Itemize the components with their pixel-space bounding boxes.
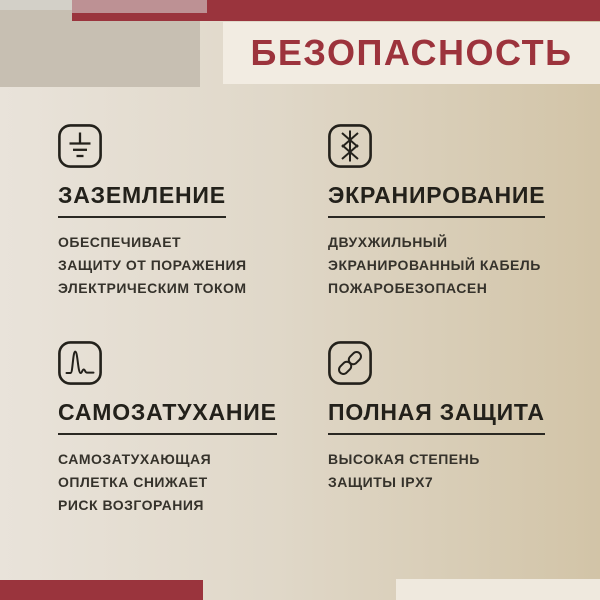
page-title: БЕЗОПАСНОСТЬ xyxy=(250,32,573,73)
deco-pink-rect xyxy=(72,0,207,13)
description-line: ВЫСОКАЯ СТЕПЕНЬ xyxy=(328,451,480,467)
section-title: ПОЛНАЯ ЗАЩИТА xyxy=(328,401,545,435)
section-shielding xyxy=(328,124,578,300)
deco-red-top-bar-tail xyxy=(72,13,207,21)
header-banner xyxy=(223,22,600,84)
deco-taupe-block xyxy=(0,10,200,87)
description-line: ЭЛЕКТРИЧЕСКИМ ТОКОМ xyxy=(58,280,247,296)
description-line: ЗАЩИТЫ IPX7 xyxy=(328,474,434,490)
deco-red-top-bar xyxy=(207,0,600,21)
description-line: ОБЕСПЕЧИВАЕТ xyxy=(58,234,182,250)
braided-shield-icon xyxy=(328,124,578,168)
section-description xyxy=(328,448,578,494)
section-title: ЗАЗЕМЛЕНИЕ xyxy=(58,184,226,218)
description-line: ОПЛЕТКА СНИЖАЕТ xyxy=(58,474,208,490)
deco-cream-bottom-rect xyxy=(396,579,600,600)
section-title: САМОЗАТУХАНИЕ xyxy=(58,401,277,435)
section-full-protection xyxy=(328,341,578,494)
ground-icon xyxy=(58,124,308,168)
description-line: ЭКРАНИРОВАННЫЙ КАБЕЛЬ xyxy=(328,257,541,273)
section-description xyxy=(58,448,308,517)
deco-red-bottom-rect xyxy=(0,580,203,600)
description-line: РИСК ВОЗГОРАНИЯ xyxy=(58,497,204,513)
section-self-extinguishing xyxy=(58,341,308,517)
section-title: ЭКРАНИРОВАНИЕ xyxy=(328,184,545,218)
description-line: ПОЖАРОБЕЗОПАСЕН xyxy=(328,280,488,296)
section-grounding xyxy=(58,124,308,300)
section-description xyxy=(58,231,308,300)
damped-wave-icon xyxy=(58,341,308,385)
section-description xyxy=(328,231,578,300)
deco-gray-strip xyxy=(0,0,72,10)
chain-link-icon xyxy=(328,341,578,385)
description-line: ЗАЩИТУ ОТ ПОРАЖЕНИЯ xyxy=(58,257,247,273)
description-line: ДВУХЖИЛЬНЫЙ xyxy=(328,234,448,250)
description-line: САМОЗАТУХАЮЩАЯ xyxy=(58,451,212,467)
